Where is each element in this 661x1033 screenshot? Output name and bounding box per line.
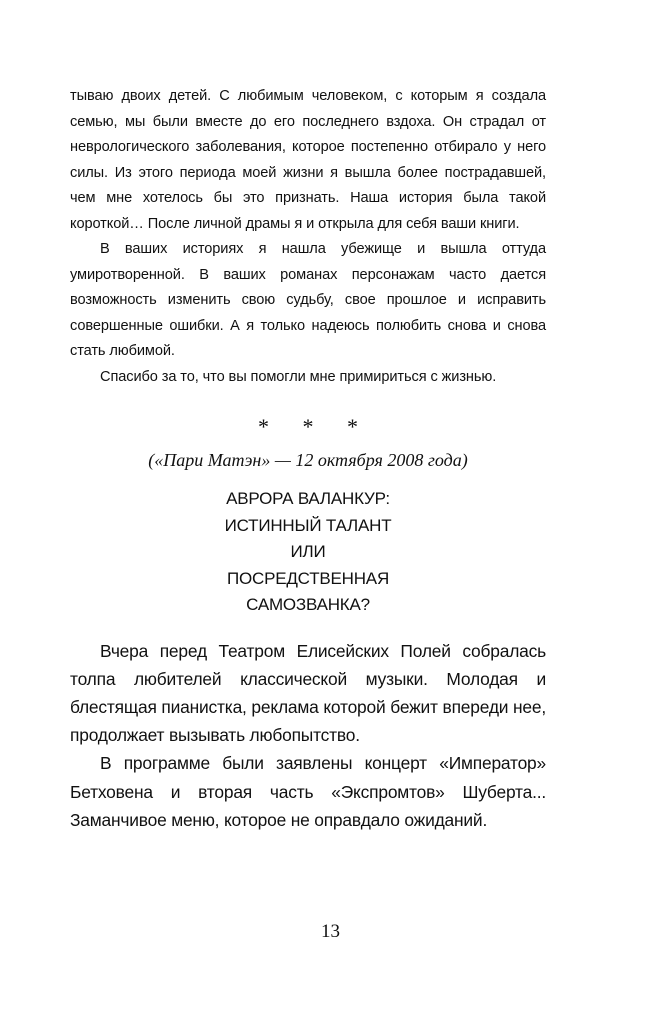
headline-line-5: САМОЗВАНКА?: [246, 595, 370, 614]
article-headline: [70, 486, 546, 619]
headline-line-4: ПОСРЕДСТВЕННАЯ: [226, 568, 390, 588]
headline-line-1: АВРОРА ВАЛАНКУР:: [226, 489, 390, 508]
book-page: [70, 84, 546, 834]
section-separator: * * *: [258, 414, 372, 439]
letter-text: [70, 84, 546, 390]
page-number: 13: [321, 921, 340, 942]
headline-line-2: ИСТИННЫЙ ТАЛАНТ: [224, 515, 392, 535]
headline-line-3: ИЛИ: [290, 542, 326, 561]
article-source-line: («Пари Матэн» — 12 октября 2008 года): [148, 450, 468, 470]
letter-paragraph-1: тываю двоих детей. С любимым человеком, с которым я создала семью, мы были вместе до его последнего вздоха. Он страдал от неврологического заболевания, которое постепенно отбирало у него силы. Из этого периода моей жизни я вышла более пострадавшей, чем мне хотелось бы это признать. Наша история была такой короткой… После личной драмы я и открыла для себя ваши книги.: [70, 88, 546, 232]
letter-paragraph-2: В ваших историях я нашла убежище и вышла оттуда умиротворенной. В ваших романах персонажам часто дается возможность изменить свою судьбу, свое прошлое и исправить совершенные ошибки. А я только надеюсь полюбить снова и снова стать любимой.: [70, 241, 546, 359]
article-paragraph-2: В программе были заявлены концерт «Император» Бетховена и вторая часть «Экспромтов» Шуберта... Заманчивое меню, которое не оправдало ожиданий.: [70, 753, 546, 830]
article-paragraph-1: Вчера перед Театром Елисейских Полей собралась толпа любителей классической музыки. Молодая и блестящая пианистка, реклама которой бежит впереди нее, продолжает вызывать любопытство.: [70, 640, 546, 746]
letter-paragraph-3: Спасибо за то, что вы помогли мне примириться с жизнью.: [100, 368, 497, 385]
article-text: [70, 637, 546, 834]
